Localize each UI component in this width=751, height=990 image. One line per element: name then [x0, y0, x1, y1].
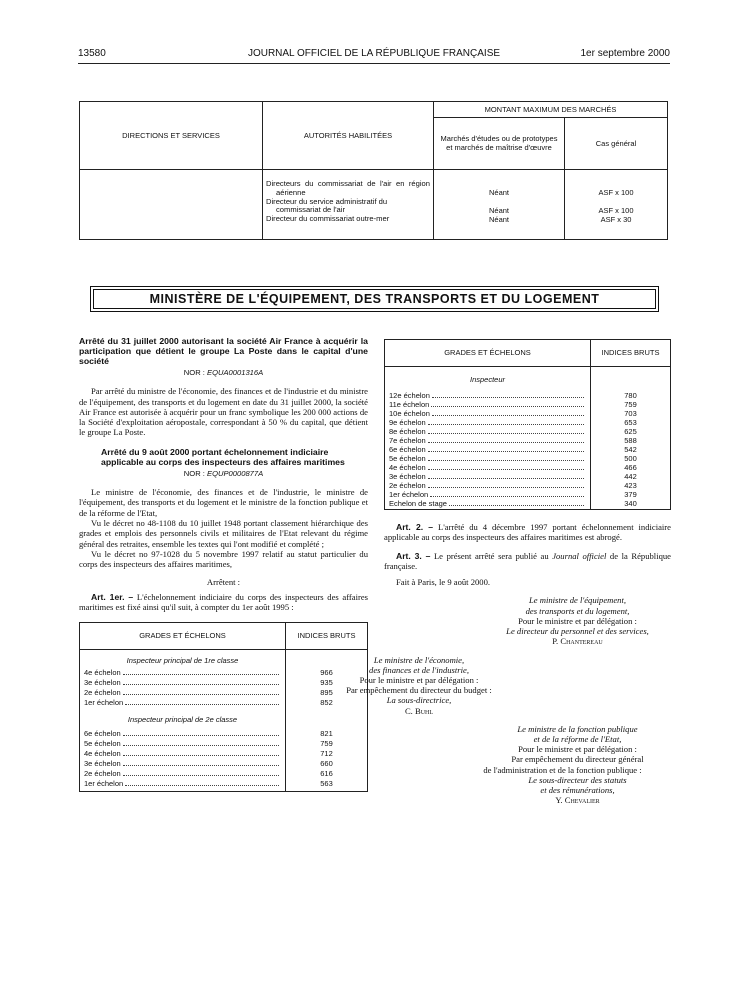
table-row: 1er échelon [84, 698, 281, 708]
index-value: 712 [320, 749, 333, 759]
preamble-ministers: Le ministre de l'économie, des finances et de l'industrie, le ministre de l'équipement, des transports et du logement et le ministre de la fonction publique et de la réforme de l'Etat, [79, 487, 368, 518]
table-row [266, 198, 430, 216]
col-grades: GRADES ET ÉCHELONS [385, 340, 591, 367]
group-title: Inspecteur principal de 2e classe [127, 715, 238, 725]
index-value: 895 [320, 688, 333, 698]
col-directions: DIRECTIONS ET SERVICES [80, 102, 263, 170]
table-row [266, 215, 430, 224]
table-row: 6e échelon [84, 729, 281, 739]
index-value: 852 [320, 698, 333, 708]
col-autorites: AUTORITÉS HABILITÉES [263, 102, 434, 170]
table-row: 8e échelon [389, 427, 586, 436]
preamble-decret-1948: Vu le décret no 48-1108 du 10 juillet 1948 portant classement hiérarchique des grades et emplois des personnels civils et militaires de l'Etat relevant du régime général des retraites, ensemble les textes qui l'ont modifié et complété ; [79, 517, 368, 549]
inspecteur-values [591, 385, 671, 510]
signature-fonction-publique: Le ministre de la fonction publique et de la réforme de l'Etat, Pour le ministre et par délégation : Par empêchement du directeur général de l'administration et de la fonction publique : Le sous-directeur des statuts et des rémunérations, Y. Chevalier [384, 724, 671, 806]
table-row: 3e échelon [84, 759, 281, 769]
table-row: 4e échelon [84, 749, 281, 759]
index-value: 500 [624, 454, 637, 463]
col-indices: INDICES BRUTS [591, 340, 671, 367]
publication-date: 1er septembre 2000 [580, 48, 670, 59]
table-row: 2e échelon [389, 481, 586, 490]
nor-code: EQUP0000877A [207, 468, 264, 478]
index-value: 442 [624, 472, 637, 481]
table-row: 1er échelon [84, 779, 281, 789]
article-3: Art. 3. – Le présent arrêté sera publié au Journal officiel de la République française. [384, 550, 671, 571]
index-value: 616 [320, 769, 333, 779]
markets-authority-table [79, 101, 668, 240]
table-row: 6e échelon [389, 445, 586, 454]
index-value: 759 [320, 739, 333, 749]
grades-table-principal [79, 622, 368, 792]
index-value: 563 [320, 779, 333, 789]
index-value: 821 [320, 729, 333, 739]
index-value: 780 [624, 391, 637, 400]
journal-officiel: Journal officiel [552, 550, 607, 561]
page-number: 13580 [78, 48, 106, 59]
article-1 [79, 592, 368, 613]
group2-labels [80, 725, 286, 792]
table-row: 7e échelon [389, 436, 586, 445]
etudes-value: Néant [488, 205, 509, 215]
article-2-text: L'arrêté du 4 décembre 1997 portant échelonnement indiciaire applicable au corps des inspecteurs des affaires maritimes est abrogé. [384, 522, 671, 543]
group-title: Inspecteur [469, 375, 506, 384]
index-value: 660 [320, 759, 333, 769]
signature-equipement: Le ministre de l'équipement, des transports et du logement, Pour le ministre et par délégation : Le directeur du personnel et des services, P. Chantereau [384, 595, 671, 646]
table-row: 1er échelon [389, 490, 586, 499]
cas-cell [565, 170, 668, 240]
cas-value: ASF x 100 [598, 188, 634, 197]
group-title: Inspecteur principal de 1re classe [126, 656, 239, 666]
group2-values [286, 725, 368, 792]
table-row [266, 180, 430, 198]
group1-labels [80, 666, 286, 708]
article-1-label: Art. 1er. – [91, 591, 134, 602]
index-value: 542 [624, 445, 637, 454]
table-row: 10e échelon [389, 409, 586, 418]
ministry-banner: MINISTÈRE DE L'ÉQUIPEMENT, DES TRANSPORTS ET DU LOGEMENT [90, 286, 659, 312]
signature-economie: Le ministre de l'économie, des finances et de l'industrie, Pour le ministre et par délégation : Par empêchement du directeur du budget : La sous-directrice, C. Buhl [344, 655, 494, 716]
article-2-label: Art. 2. – [396, 522, 434, 532]
page-header [78, 48, 670, 62]
arrete1-title: Arrêté du 31 juillet 2000 autorisant la société Air France à acquérir la participation que détient le groupe La Poste dans le capital d'une société [79, 336, 368, 366]
preamble-decret-1997: Vu le décret no 97-1028 du 5 novembre 1997 relatif au statut particulier du corps des inspecteurs des affaires maritimes, [79, 548, 368, 570]
table-row: 2e échelon [84, 769, 281, 779]
article-2 [384, 522, 671, 543]
header-rule [78, 63, 670, 64]
etudes-cell [434, 170, 565, 240]
signatory-name: C. Buhl [404, 705, 434, 716]
arretent: Arrêtent : [206, 577, 241, 588]
cas-value: ASF x 30 [600, 214, 632, 224]
etudes-value: Néant [488, 214, 509, 224]
index-value: 379 [624, 490, 637, 499]
article-3-label: Art. 3. – [396, 550, 431, 561]
col-indices: INDICES BRUTS [286, 623, 368, 650]
autorite-text: Directeurs du commissariat de l'air en région aérienne [266, 179, 430, 197]
journal-title: JOURNAL OFFICIEL DE LA RÉPUBLIQUE FRANÇAISE [247, 48, 501, 59]
index-value: 466 [624, 463, 637, 472]
table-row: 12e échelon [389, 391, 586, 400]
signatory-name: P. Chantereau [552, 636, 603, 647]
table-row: 5e échelon [84, 739, 281, 749]
directions-cell [80, 170, 263, 240]
col-montant: MONTANT MAXIMUM DES MARCHÉS [434, 102, 668, 118]
index-value: 653 [624, 418, 637, 427]
fait-a-paris: Fait à Paris, le 9 août 2000. [396, 577, 491, 588]
table-row: 9e échelon [389, 418, 586, 427]
index-value: 625 [624, 427, 637, 436]
table-row: 4e échelon [389, 463, 586, 472]
index-value: 588 [624, 436, 637, 445]
index-value: 935 [320, 678, 333, 688]
autorite-text: Directeur du service administratif du commissariat de l'air [266, 196, 388, 215]
col-cas-general: Cas général [565, 118, 668, 170]
inspecteur-labels [385, 385, 591, 510]
nor-code: EQUA0001316A [207, 368, 264, 377]
left-column [79, 336, 368, 792]
arrete2-nor [79, 469, 368, 479]
table-row: Echelon de stage [389, 499, 586, 508]
arrete1-text: Par arrêté du ministre de l'économie, des finances et de l'industrie et du ministre de l'équipement, des transports et du logement en date du 31 juillet 2000, la société Air France est autorisée à acquérir pour un franc symbolique les 200 000 actions de la Société d'exploitation aéropostale, correspondant à 50 % du capital, que détient le groupe La Poste. [79, 386, 368, 438]
index-value: 759 [624, 400, 637, 409]
etudes-value: Néant [488, 188, 509, 197]
grades-table-inspecteur [384, 339, 671, 510]
table-row: 4e échelon [84, 668, 281, 678]
table-row: 2e échelon [84, 688, 281, 698]
table-row: 5e échelon [389, 454, 586, 463]
col-etudes: Marchés d'études ou de prototypes et marchés de maîtrise d'œuvre [434, 118, 565, 170]
index-value: 703 [624, 409, 637, 418]
autorites-cell [263, 170, 434, 240]
cas-value: ASF x 100 [598, 205, 634, 215]
col-grades: GRADES ET ÉCHELONS [80, 623, 286, 650]
table-row: 11e échelon [389, 400, 586, 409]
signatory-name: Y. Chevalier [555, 795, 600, 806]
index-value: 423 [624, 481, 637, 490]
arrete2-title: Arrêté du 9 août 2000 portant échelonnement indiciaire applicable au corps des inspecteurs des affaires maritimes [101, 446, 345, 467]
arrete1-nor [79, 368, 368, 378]
nor-label: NOR : [183, 368, 205, 377]
table-row: 3e échelon [389, 472, 586, 481]
table-row: 3e échelon [84, 678, 281, 688]
autorite-text: Directeur du commissariat outre-mer [266, 214, 390, 224]
nor-label: NOR : [183, 468, 205, 478]
index-value: 340 [624, 499, 637, 508]
right-column [346, 339, 671, 806]
article-1-text: L'échelonnement indiciaire du corps des inspecteurs des affaires maritimes est fixé ainsi qu'il suit, à compter du 1er août 1995 : [79, 591, 369, 613]
index-value: 966 [320, 668, 333, 678]
